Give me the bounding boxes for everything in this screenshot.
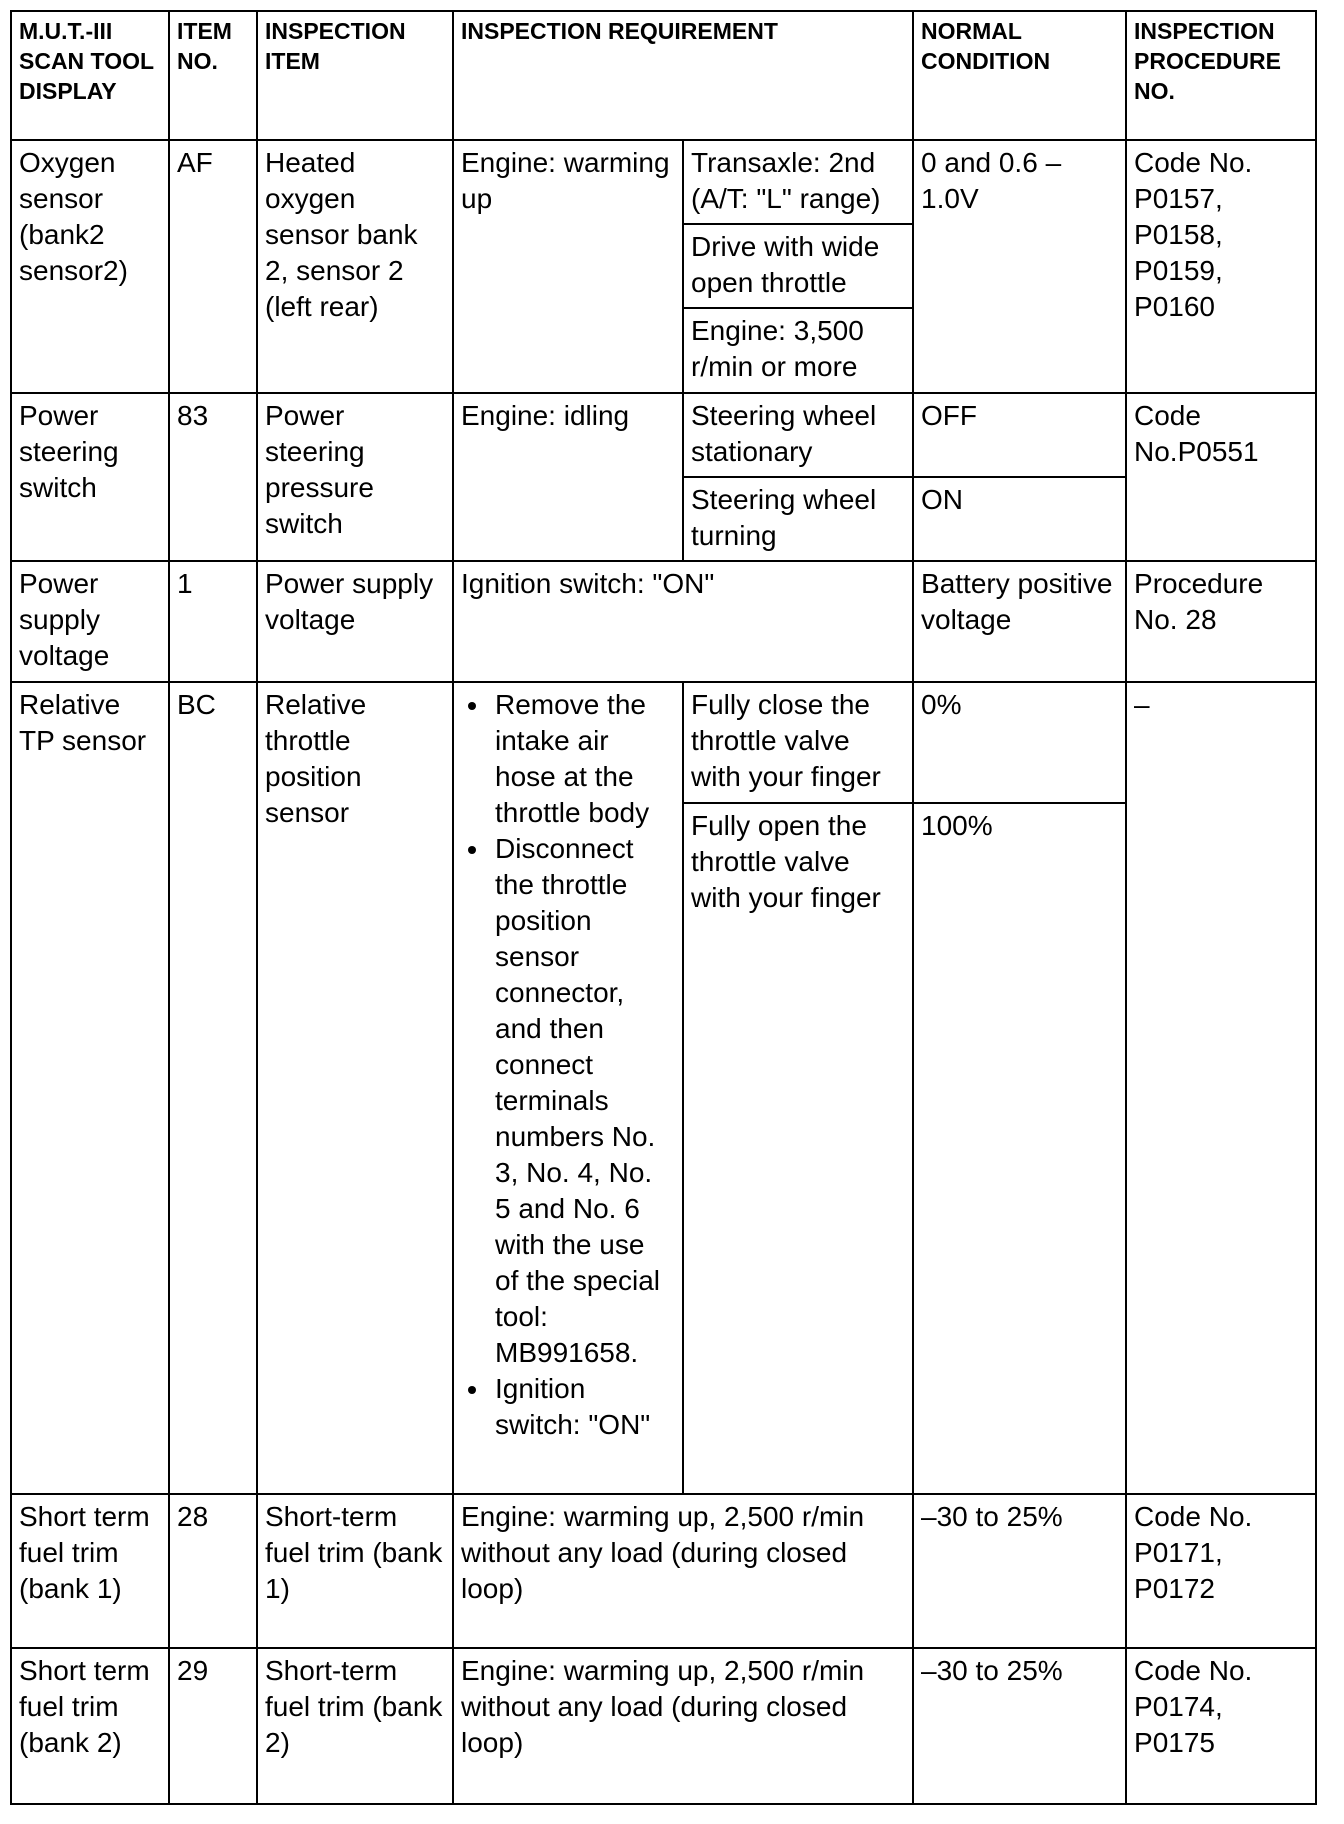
header-row <box>11 11 1316 140</box>
cell-item-no: 83 <box>169 393 257 562</box>
cell-procedure-no: Procedure No. 28 <box>1126 561 1316 682</box>
list-item: • Disconnect the throttle position sensor connector, and then connect terminals numbers No. 3, No. 4, No. 5 and No. 6 with the use of the special tool: MB991658. <box>491 831 675 1371</box>
cell-display: Oxygen sensor (bank2 sensor2) <box>11 140 169 393</box>
cell-sub-condition: Drive with wide open throttle <box>683 224 913 308</box>
cell-inspection-item: Power supply voltage <box>257 561 453 682</box>
cell-inspection-item: Relative throttle position sensor <box>257 682 453 1494</box>
cell-sub-condition: Fully open the throttle valve with your finger <box>683 803 913 1494</box>
cell-requirement: Engine: warming up <box>453 140 683 393</box>
header-scan-tool-display: M.U.T.-III SCAN TOOL DISPLAY <box>11 11 169 140</box>
requirement-bullet-list <box>461 687 675 1443</box>
cell-normal-condition: Battery positive voltage <box>913 561 1126 682</box>
header-inspection-requirement: INSPECTION REQUIREMENT <box>453 11 913 140</box>
cell-sub-condition: Transaxle: 2nd (A/T: "L" range) <box>683 140 913 224</box>
table-row <box>11 393 1316 477</box>
cell-normal-condition: OFF <box>913 393 1126 477</box>
header-procedure-no: INSPECTION PROCEDURE NO. <box>1126 11 1316 140</box>
cell-inspection-item: Heated oxygen sensor bank 2, sensor 2 (left rear) <box>257 140 453 393</box>
cell-display: Short term fuel trim (bank 1) <box>11 1494 169 1649</box>
cell-sub-condition: Engine: 3,500 r/min or more <box>683 308 913 392</box>
table-row <box>11 140 1316 224</box>
cell-procedure-no: Code No. P0174, P0175 <box>1126 1648 1316 1804</box>
table-row <box>11 561 1316 682</box>
cell-sub-condition: Steering wheel stationary <box>683 393 913 477</box>
header-item-no: ITEM NO. <box>169 11 257 140</box>
cell-normal-condition: 100% <box>913 803 1126 1494</box>
cell-requirement: Engine: warming up, 2,500 r/min without any load (during closed loop) <box>453 1494 913 1649</box>
cell-sub-condition: Fully close the throttle valve with your finger <box>683 682 913 803</box>
cell-display: Power supply voltage <box>11 561 169 682</box>
cell-inspection-item: Short-term fuel trim (bank 2) <box>257 1648 453 1804</box>
cell-inspection-item: Power steering pressure switch <box>257 393 453 562</box>
cell-normal-condition: 0% <box>913 682 1126 803</box>
table-row <box>11 1494 1316 1649</box>
cell-normal-condition: –30 to 25% <box>913 1494 1126 1649</box>
cell-item-no: 29 <box>169 1648 257 1804</box>
inspection-spec-table <box>10 10 1317 1805</box>
cell-normal-condition: –30 to 25% <box>913 1648 1126 1804</box>
cell-item-no: AF <box>169 140 257 393</box>
cell-requirement-bullets <box>453 682 683 1494</box>
cell-procedure-no: Code No. P0157, P0158, P0159, P0160 <box>1126 140 1316 393</box>
cell-requirement: Ignition switch: "ON" <box>453 561 913 682</box>
cell-requirement: Engine: idling <box>453 393 683 562</box>
cell-normal-condition: 0 and 0.6 – 1.0V <box>913 140 1126 393</box>
list-item: • Remove the intake air hose at the throttle body <box>491 687 675 831</box>
cell-item-no: BC <box>169 682 257 1494</box>
cell-display: Power steering switch <box>11 393 169 562</box>
cell-normal-condition: ON <box>913 477 1126 561</box>
cell-procedure-no: Code No.P0551 <box>1126 393 1316 562</box>
cell-requirement: Engine: warming up, 2,500 r/min without any load (during closed loop) <box>453 1648 913 1804</box>
cell-inspection-item: Short-term fuel trim (bank 1) <box>257 1494 453 1649</box>
header-inspection-item: INSPECTION ITEM <box>257 11 453 140</box>
table-row <box>11 682 1316 803</box>
cell-display: Short term fuel trim (bank 2) <box>11 1648 169 1804</box>
cell-sub-condition: Steering wheel turning <box>683 477 913 561</box>
cell-procedure-no: Code No. P0171, P0172 <box>1126 1494 1316 1649</box>
table-row <box>11 1648 1316 1804</box>
cell-display: Relative TP sensor <box>11 682 169 1494</box>
list-item: • Ignition switch: "ON" <box>491 1371 675 1443</box>
header-normal-condition: NORMAL CONDITION <box>913 11 1126 140</box>
cell-item-no: 1 <box>169 561 257 682</box>
cell-procedure-no: – <box>1126 682 1316 1494</box>
cell-item-no: 28 <box>169 1494 257 1649</box>
